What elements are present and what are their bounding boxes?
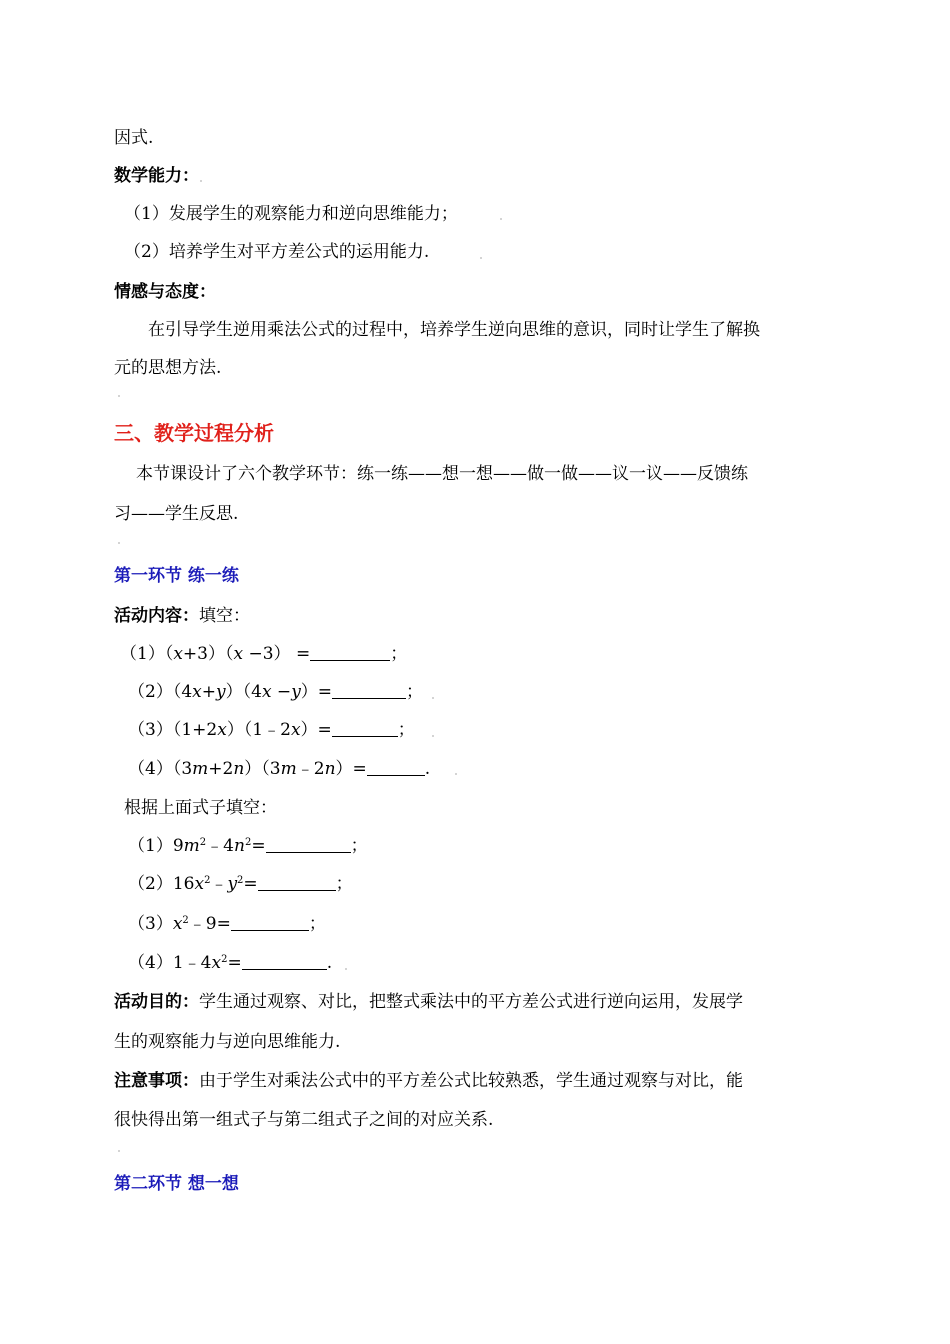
variable: n	[233, 836, 245, 856]
variable: m	[280, 759, 297, 779]
variable: x	[290, 720, 301, 740]
activity-note	[114, 1069, 743, 1093]
text-part: ﹣	[210, 874, 228, 894]
intro-tail: 因式.	[114, 128, 154, 148]
ability-item-2: （2）培养学生对平方差公式的运用能力.	[124, 242, 430, 262]
variable: x	[217, 720, 227, 740]
step1-title: 第一环节 练一练	[114, 566, 239, 586]
product-exercise-4	[128, 757, 430, 781]
punctuation: ；	[390, 644, 408, 664]
exercise-index: （1）	[128, 836, 173, 856]
answer-blank[interactable]	[332, 719, 398, 737]
activity-content-label: 活动内容：	[114, 606, 199, 626]
exercise-index: （3）	[128, 720, 173, 740]
punctuation: ；	[406, 682, 424, 702]
punctuation: ；	[308, 914, 326, 934]
product-exercise-2	[128, 680, 423, 704]
exponent: 2	[199, 837, 207, 848]
exponent: 2	[204, 875, 211, 886]
text-part: −	[271, 682, 292, 702]
paragraph-mark	[500, 218, 502, 220]
exercise-index: （2）	[128, 682, 173, 702]
punctuation: ；	[350, 836, 368, 856]
step2-title: 第二环节 想一想	[114, 1174, 239, 1194]
text-part: （4	[172, 682, 193, 702]
purpose-label: 活动目的：	[114, 992, 199, 1012]
exponent: 2	[182, 915, 189, 926]
paragraph-mark	[118, 1150, 120, 1152]
attitude-heading: 情感与态度：	[114, 282, 216, 302]
text-part: ）=	[335, 759, 367, 779]
text-part: （3	[172, 759, 193, 779]
text-part: ）=	[300, 720, 332, 740]
product-exercise-3	[128, 718, 415, 742]
paragraph-mark	[432, 735, 434, 737]
activity-purpose	[114, 990, 743, 1014]
punctuation: ；	[335, 874, 353, 894]
text-part: +	[201, 682, 216, 702]
answer-blank[interactable]	[310, 643, 390, 661]
text-part: =	[243, 874, 258, 894]
paragraph-mark	[455, 773, 457, 775]
section-title: 三、教学过程分析	[114, 421, 274, 445]
note-label: 注意事项：	[114, 1071, 199, 1091]
ability-item-1: （1）发展学生的观察能力和逆向思维能力；	[124, 204, 458, 224]
variable: y	[216, 682, 226, 702]
exercise-index: （1）	[120, 644, 165, 664]
note-text-1: 由于学生对乘法公式中的平方差公式比较熟悉，学生通过观察与对比，能	[199, 1071, 743, 1091]
variable: x	[192, 682, 202, 702]
paragraph-mark	[200, 180, 202, 182]
variable: x	[194, 874, 205, 894]
product-exercise-1	[120, 642, 407, 666]
text-part: =	[227, 953, 242, 973]
answer-blank[interactable]	[242, 952, 327, 970]
section-paragraph-2: 习——学生反思.	[114, 504, 239, 524]
variable: y	[227, 874, 238, 894]
text-part: （	[164, 644, 174, 664]
exercise-index: （4）	[128, 953, 173, 973]
variable: x	[172, 914, 183, 934]
paragraph-mark	[118, 395, 120, 397]
answer-blank[interactable]	[332, 681, 406, 699]
variable: n	[324, 759, 336, 779]
purpose-text-2: 生的观察能力与逆向思维能力.	[114, 1032, 341, 1052]
variable: x	[211, 953, 222, 973]
text-part: −3） =	[243, 644, 311, 664]
factor-exercise-4	[128, 951, 332, 975]
punctuation: ；	[397, 720, 415, 740]
attitude-line-1: 在引导学生逆用乘法公式的过程中，培养学生逆向思维的意识，同时让学生了解换	[148, 320, 760, 340]
answer-blank[interactable]	[231, 913, 309, 931]
fill-intro: 根据上面式子填空：	[124, 798, 277, 818]
paragraph-mark	[480, 257, 482, 259]
exercise-index: （3）	[128, 914, 173, 934]
text-part: ）（3	[244, 759, 281, 779]
text-part: ﹣9=	[188, 914, 231, 934]
section-paragraph-1: 本节课设计了六个教学环节：练一练——想一想——做一做——议一议——反馈练	[136, 464, 748, 484]
activity-content	[114, 604, 250, 628]
factor-exercise-2	[128, 872, 353, 896]
text-part: 9	[172, 836, 184, 856]
text-part: 16	[172, 874, 195, 894]
text-part: =	[251, 836, 266, 856]
variable: m	[183, 836, 200, 856]
note-text-2: 很快得出第一组式子与第二组式子之间的对应关系.	[114, 1110, 494, 1130]
text-part: +3）（	[182, 644, 234, 664]
purpose-text-1: 学生通过观察、对比，把整式乘法中的平方差公式进行逆向运用，发展学	[199, 992, 743, 1012]
variable: m	[192, 759, 209, 779]
text-part: ）（1﹣2	[226, 720, 291, 740]
answer-blank[interactable]	[266, 835, 351, 853]
text-part: +2	[208, 759, 234, 779]
answer-blank[interactable]	[258, 873, 336, 891]
paragraph-mark	[432, 697, 434, 699]
activity-content-text: 填空：	[199, 606, 250, 626]
punctuation: .	[326, 953, 333, 973]
variable: x	[261, 682, 272, 702]
text-part: ）=	[300, 682, 333, 702]
text-part: ﹣4	[206, 836, 234, 856]
exercise-index: （2）	[128, 874, 173, 894]
text-part: ﹣2	[296, 759, 325, 779]
variable: n	[233, 759, 245, 779]
exercise-index: （4）	[128, 759, 173, 779]
punctuation: .	[424, 759, 431, 779]
text-part: 1﹣4	[172, 953, 212, 973]
ability-heading: 数学能力：	[114, 166, 199, 186]
paragraph-mark	[118, 542, 120, 544]
variable: y	[291, 682, 301, 702]
text-part: （1+2	[172, 720, 218, 740]
variable: x	[233, 644, 244, 664]
answer-blank[interactable]	[367, 758, 425, 776]
exponent: 2	[221, 954, 228, 965]
factor-exercise-3	[128, 912, 326, 936]
text-part: ）（4	[225, 682, 262, 702]
variable: x	[173, 644, 183, 664]
attitude-line-2: 元的思想方法.	[114, 358, 222, 378]
factor-exercise-1	[128, 834, 368, 858]
paragraph-mark	[345, 968, 347, 970]
exponent: 2	[244, 837, 252, 848]
exponent: 2	[237, 875, 244, 886]
